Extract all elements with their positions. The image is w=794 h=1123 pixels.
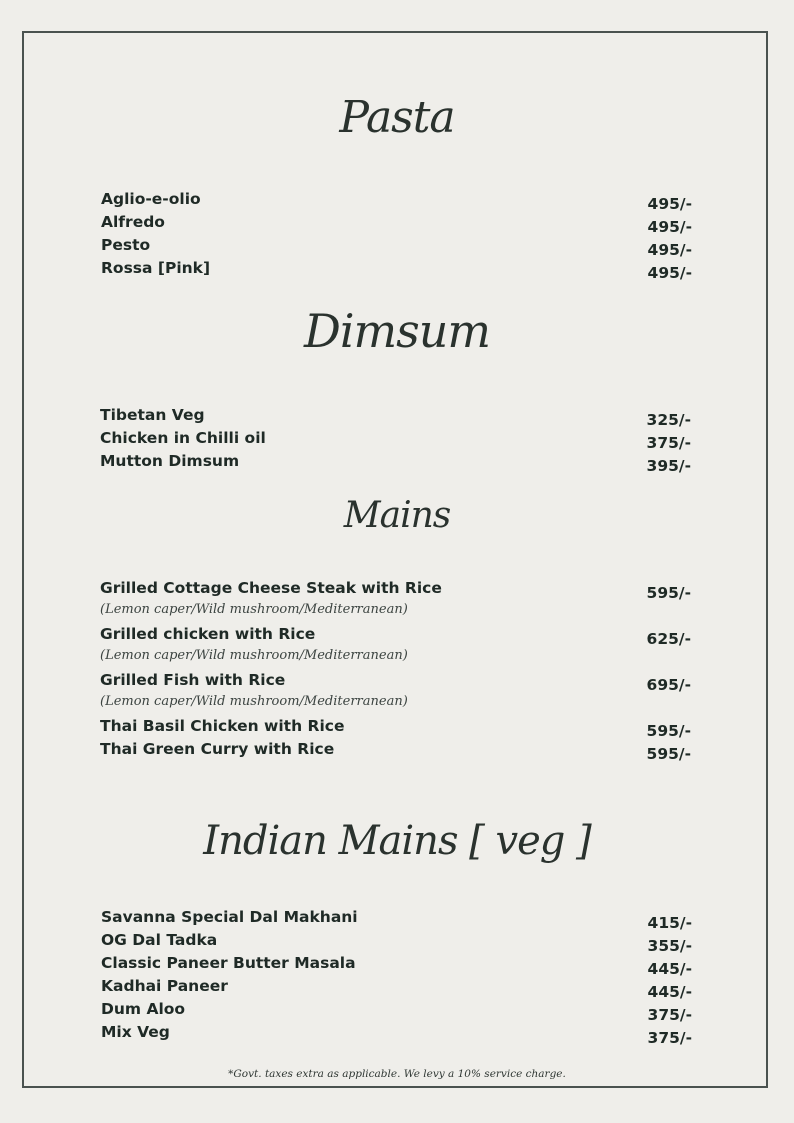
section-title-mains: Mains (343, 495, 451, 536)
menu-item-note: (Lemon caper/Wild mushroom/Mediterranean) (100, 648, 408, 663)
menu-item-note: (Lemon caper/Wild mushroom/Mediterranean) (100, 602, 408, 617)
menu-item-name: Tibetan Veg (100, 406, 205, 424)
section-title-indian-mains: Indian Mains [ veg ] (203, 818, 591, 864)
menu-item-price: 415/- (647, 914, 692, 932)
menu-item-price: 625/- (646, 630, 691, 648)
menu-item-price: 375/- (647, 1006, 692, 1024)
menu-item-name: Mutton Dimsum (100, 452, 240, 470)
menu-item-price: 695/- (646, 676, 691, 694)
menu-item-price: 325/- (646, 411, 691, 429)
menu-item-name: Grilled Cottage Cheese Steak with Rice (100, 579, 442, 597)
menu-item-name: Classic Paneer Butter Masala (101, 954, 356, 972)
menu-item-name: Kadhai Paneer (101, 977, 228, 995)
menu-item-name: Alfredo (101, 213, 165, 231)
menu-item-price: 355/- (647, 937, 692, 955)
menu-item-name: Aglio-e-olio (101, 190, 201, 208)
menu-item-name: Mix Veg (101, 1023, 170, 1041)
menu-item-price: 395/- (646, 457, 691, 475)
menu-item-name: Thai Basil Chicken with Rice (100, 717, 345, 735)
menu-item-price: 595/- (646, 722, 691, 740)
menu-item-note: (Lemon caper/Wild mushroom/Mediterranean) (100, 694, 408, 709)
menu-item-name: Pesto (101, 236, 151, 254)
section-title-dimsum: Dimsum (303, 304, 491, 358)
menu-item-name: OG Dal Tadka (101, 931, 218, 949)
menu-item-price: 595/- (646, 745, 691, 763)
menu-item-price: 375/- (647, 1029, 692, 1047)
menu-item-price: 495/- (647, 218, 692, 236)
menu-item-name: Savanna Special Dal Makhani (101, 908, 358, 926)
menu-item-price: 495/- (647, 241, 692, 259)
menu-item-name: Rossa [Pink] (101, 259, 211, 277)
menu-item-price: 595/- (646, 584, 691, 602)
menu-item-name: Thai Green Curry with Rice (100, 740, 335, 758)
menu-item-price: 445/- (647, 983, 692, 1001)
menu-item-name: Chicken in Chilli oil (100, 429, 266, 447)
menu-item-price: 375/- (646, 434, 691, 452)
menu-item-price: 495/- (647, 195, 692, 213)
menu-item-name: Grilled chicken with Rice (100, 625, 316, 643)
tax-disclaimer: *Govt. taxes extra as applicable. We levy a 10% service charge. (228, 1068, 566, 1080)
menu-item-name: Dum Aloo (101, 1000, 186, 1018)
menu-item-price: 495/- (647, 264, 692, 282)
section-title-pasta: Pasta (339, 92, 455, 143)
menu-item-price: 445/- (647, 960, 692, 978)
menu-item-name: Grilled Fish with Rice (100, 671, 286, 689)
